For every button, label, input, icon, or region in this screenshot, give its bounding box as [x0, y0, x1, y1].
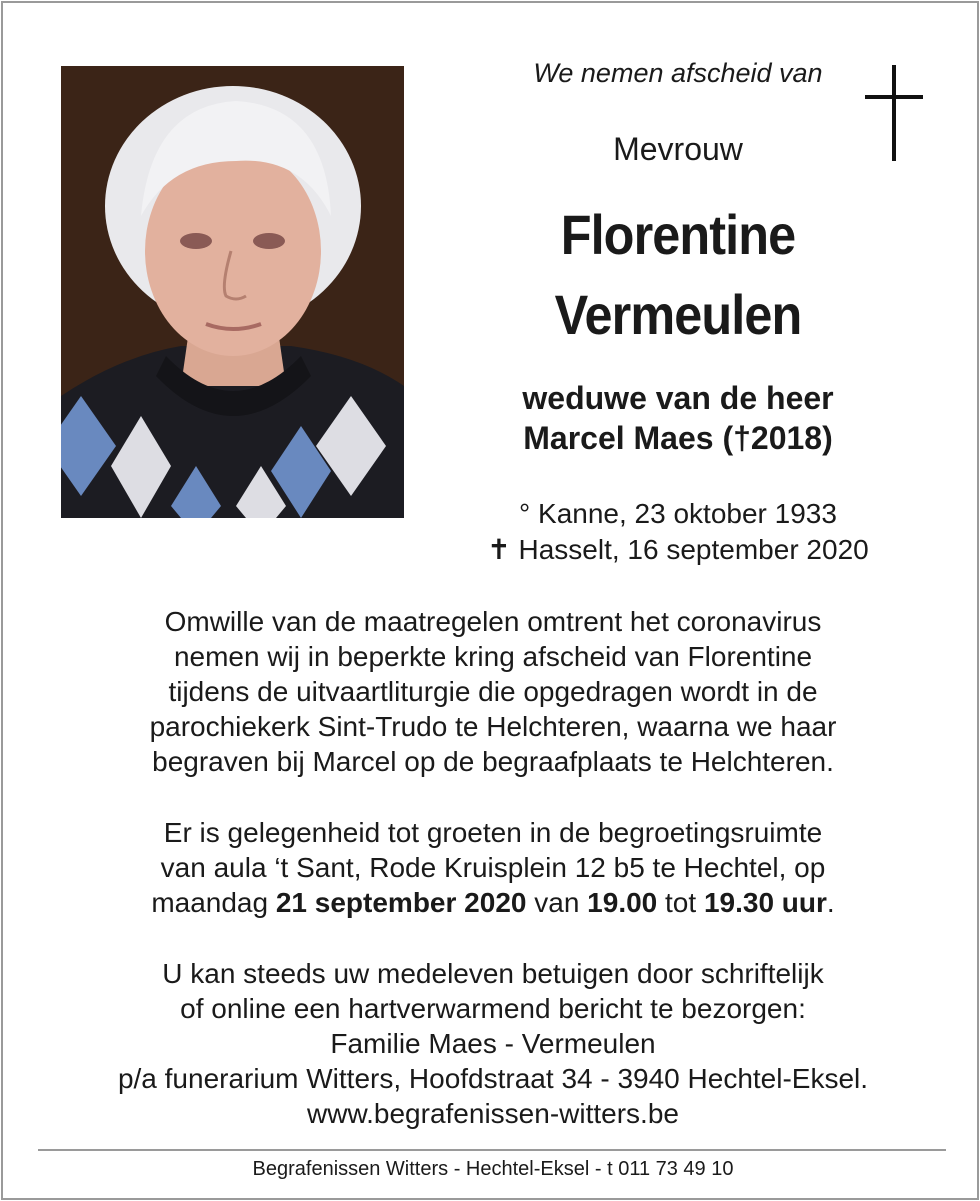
- text-part: .: [826, 887, 835, 918]
- footer-divider: [38, 1149, 946, 1151]
- visitation-start-time: 19.00: [587, 887, 658, 918]
- ceremony-paragraph: [43, 604, 943, 779]
- paragraph-line: [43, 885, 943, 920]
- funeral-home-address: p/a funerarium Witters, Hoofdstraat 34 - 3940 Hechtel-Eksel.: [117, 1063, 869, 1094]
- text-part: van: [526, 887, 588, 918]
- first-name: Florentine: [560, 203, 796, 266]
- paragraph-line: parochiekerk Sint-Trudo te Helchteren, waarna we haar: [149, 711, 837, 742]
- birth-line: ° Kanne, 23 oktober 1933: [519, 498, 837, 529]
- paragraph-line: tijdens de uitvaartliturgie die opgedragen wordt in de: [168, 676, 818, 707]
- widow-line-1: weduwe van de heer: [522, 380, 834, 416]
- portrait-illustration: [61, 66, 404, 518]
- footer-text: Begrafenissen Witters - Hechtel-Eksel - t 011 73 49 10: [252, 1158, 734, 1180]
- paragraph-line: U kan steeds uw medeleven betuigen door schriftelijk: [162, 958, 824, 989]
- text-part: tot: [657, 887, 704, 918]
- paragraph-line: nemen wij in beperkte kring afscheid van Florentine: [173, 641, 813, 672]
- paragraph-line: van aula ‘t Sant, Rode Kruisplein 12 b5 te Hechtel, op: [160, 852, 826, 883]
- text-part: maandag: [151, 887, 276, 918]
- title-mevrouw: Mevrouw: [613, 131, 743, 167]
- widow-of: [443, 378, 913, 458]
- paragraph-line: of online een hartverwarmend bericht te bezorgen:: [180, 993, 806, 1024]
- death-line: ✝ Hasselt, 16 september 2020: [487, 534, 869, 565]
- obituary-card: [1, 1, 979, 1200]
- family-name: Familie Maes - Vermeulen: [330, 1028, 656, 1059]
- visitation-paragraph: [43, 815, 943, 920]
- condolence-paragraph: [43, 956, 943, 1131]
- visitation-end-time: 19.30 uur: [703, 887, 827, 918]
- paragraph-line: begraven bij Marcel op de begraafplaats te Helchteren.: [152, 746, 834, 777]
- deceased-name: [467, 195, 890, 355]
- website-link[interactable]: www.begrafenissen-witters.be: [307, 1098, 679, 1129]
- paragraph-line: Omwille van de maatregelen omtrent het coronavirus: [164, 606, 822, 637]
- life-dates: [443, 496, 913, 568]
- visitation-date: 21 september 2020: [275, 887, 527, 918]
- paragraph-line: Er is gelegenheid tot groeten in de begroetingsruimte: [163, 817, 823, 848]
- portrait-photo: [61, 66, 404, 518]
- intro-text: We nemen afscheid van: [533, 58, 823, 88]
- widow-line-2: Marcel Maes (†2018): [523, 420, 833, 456]
- last-name: Vermeulen: [554, 283, 802, 346]
